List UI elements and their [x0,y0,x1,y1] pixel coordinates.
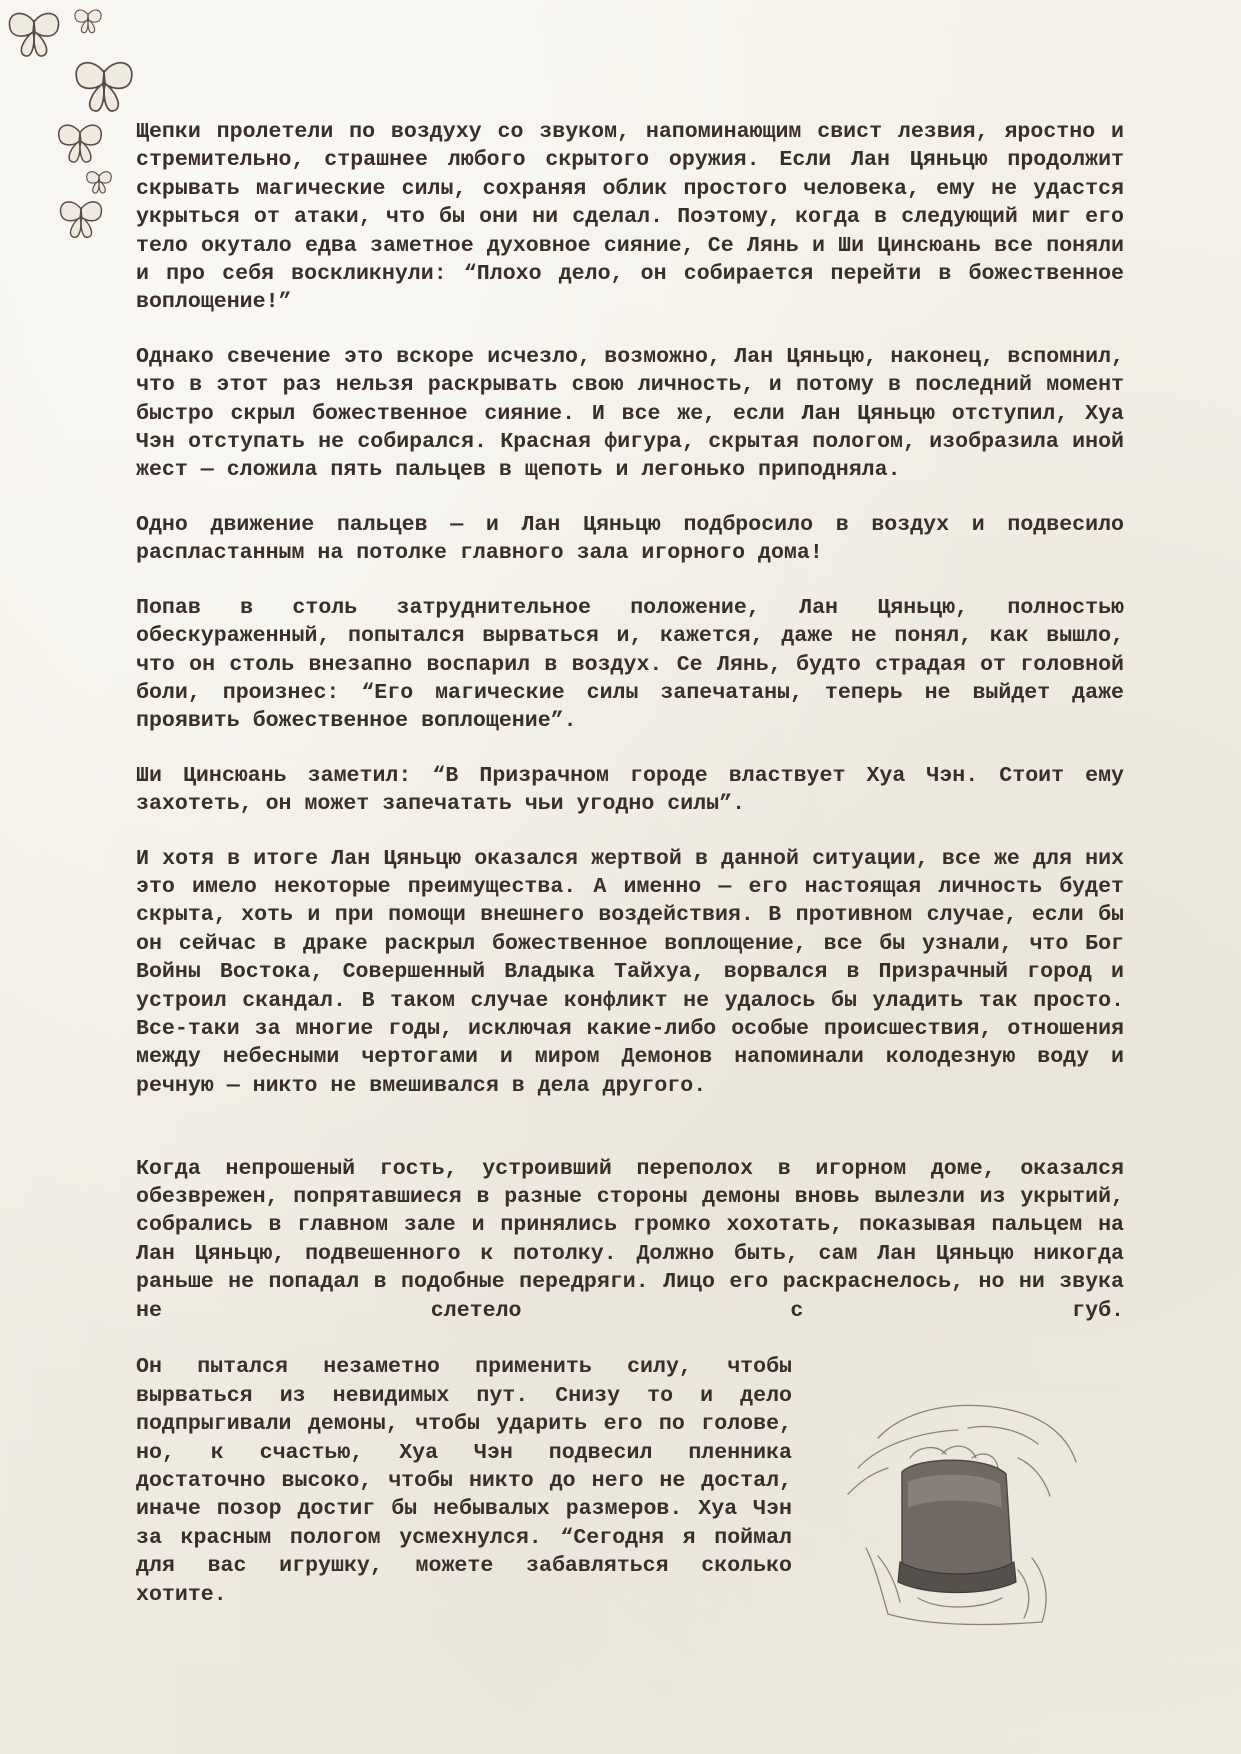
paragraph: Одно движение пальцев — и Лан Цяньцю подбросило в воздух и подвесило распластанным на потолке главного зала игорного дома! [136,512,1124,566]
paragraph: Щепки пролетели по воздуху со звуком, напоминающим свист лезвия, яростно и стремительно, страшнее любого скрытого оружия. Если Лан Цяньцю продолжит скрывать магические силы, сохраняя облик простого человека, ему не удастся укрыться от атаки, что бы они ни сделал. Поэтому, когда в следующий миг его тело окутало едва заметное духовное сияние, Се Лянь и Ши Цинсюань все поняли и про себя воскликнули: “Плохо дело, он собирается перейти в божественное воплощение!” [136,120,1124,315]
paragraph: Попав в столь затруднительное положение, Лан Цяньцю, полностью обескураженный, попытался вырваться и, кажется, даже не понял, как вышло, что он столь внезапно воспарил в воздух. Се Лянь, будто страдая от головной боли, произнес: “Его магические силы запечатаны, теперь не выйдет даже проявить божественное воплощение”. [136,595,1124,734]
butterfly-icon [56,196,106,242]
butterfly-icon [84,168,114,196]
paragraph: Ши Цинсюань заметил: “В Призрачном городе властвует Хуа Чэн. Стоит ему захотеть, он может запечатать чьи угодно силы”. [136,763,1124,817]
butterfly-icon [4,8,64,60]
paragraph-last-tail: Он пытался незаметно применить силу, чтобы вырваться из невидимых пут. Снизу то и дело подпрыгивали демоны, чтобы ударить его по голове, но, к счастью, Хуа Чэн подвесил пленника достаточно высоко, чтобы никто до него не достал, иначе позор достиг бы небывалых размеров. Хуа Чэн за красным пологом усмехнулся. “Сегодня я поймал для вас игрушку, можете забавляться сколько хотите. [136,1355,792,1607]
butterfly-icon [70,56,138,116]
butterfly-icon [72,6,104,36]
butterfly-decoration [0,0,150,260]
paragraph: И хотя в итоге Лан Цяньцю оказался жертвой в данной ситуации, все же для них это имело некоторые преимущества. А именно — его настоящая личность будет скрыта, хоть и при помощи внешнего воздействия. В противном случае, если бы он сейчас в драке раскрыл божественное воплощение, все бы узнали, что Бог Войны Востока, Совершенный Владыка Тайхуа, ворвался в Призрачный город и устроил скандал. В таком случае конфликт не удалось бы уладить так просто. Все-таки за многие годы, исключая какие-либо особые происшествия, отношения между небесными чертогами и миром Демонов напоминали колодезную воду и речную — никто не вмешивался в дела другого. [136,846,1124,1098]
paragraph-last-head: Когда непрошеный гость, устроивший переполох в игорном доме, оказался обезврежен, попрятавшиеся в разные стороны демоны вновь вылезли из укрытий, собрались в главном зале и принялись громко хохотать, показывая пальцем на Лан Цяньцю, подвешенного к потолку. Должно быть, сам Лан Цяньцю никогда раньше не попадал в подобные передряги. Лицо его раскраснелось, но ни звука не слетело с губ. [136,1156,1124,1323]
paragraph: Однако свечение это вскоре исчезло, возможно, Лан Цяньцю, наконец, вспомнил, что в этот раз нельзя раскрывать свою личность, и потому в последний момент быстро скрыл божественное сияние. И все же, если Лан Цяньцю отступил, Хуа Чэн отступать не собирался. Красная фигура, скрытая пологом, изобразила иной жест — сложила пять пальцев в щепоть и легонько приподняла. [136,344,1124,483]
hands-holding-cup-sketch [818,1398,1080,1628]
butterfly-icon [54,120,106,166]
